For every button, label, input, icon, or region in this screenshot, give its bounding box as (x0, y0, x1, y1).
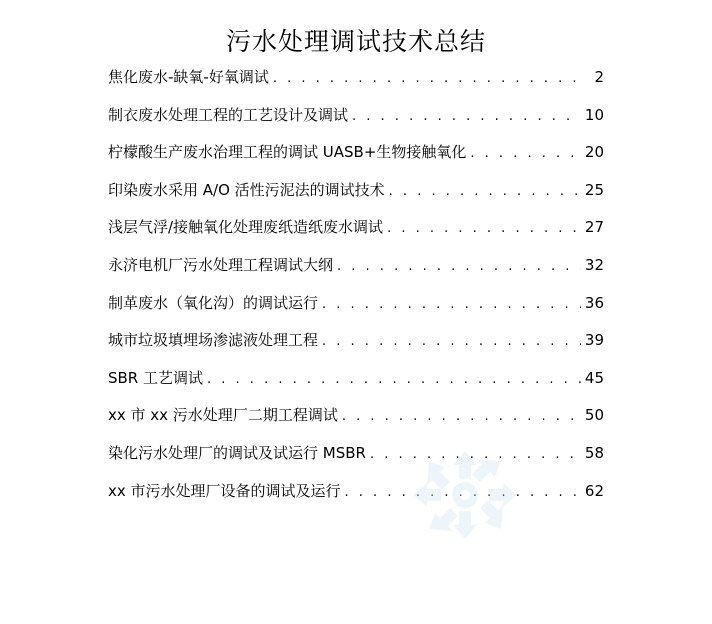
toc-entry-label: 永济电机厂污水处理工程调试大纲 (108, 255, 334, 274)
toc-entry-label: 染化污水处理厂的调试及试运行 MSBR (108, 443, 366, 462)
toc-page-number: 32 (584, 255, 604, 274)
toc-dot-leader (322, 291, 581, 319)
toc-entry[interactable] (108, 138, 604, 176)
toc-entry[interactable] (108, 364, 604, 402)
toc-entry[interactable] (108, 101, 604, 139)
toc-dot-leader (352, 103, 581, 131)
toc-dot-leader (389, 178, 581, 206)
toc-entry[interactable] (108, 213, 604, 251)
toc-page-number: 25 (584, 180, 604, 199)
toc-dot-leader (470, 140, 581, 168)
toc-entry-label: 焦化废水-缺氧-好氧调试 (108, 68, 269, 86)
toc-entry-label: 制革废水（氧化沟）的调试运行 (108, 293, 319, 312)
toc-entry-label: 浅层气浮/接触氧化处理废纸造纸废水调试 (108, 218, 384, 237)
toc-entry-label: 制衣废水处理工程的工艺设计及调试 (108, 105, 349, 124)
toc-page-number: 50 (584, 406, 604, 425)
snowflake-watermark-icon (405, 445, 525, 545)
toc-entry-label: SBR 工艺调试 (108, 368, 204, 387)
toc-page-number: 45 (584, 368, 604, 387)
toc-entry[interactable] (108, 289, 604, 327)
toc-dot-leader (337, 253, 581, 281)
toc-page-number: 20 (584, 143, 604, 162)
toc-entry-label: xx 市污水处理厂设备的调试及运行 (108, 481, 341, 500)
toc-dot-leader (207, 366, 581, 394)
toc-page-number: 36 (584, 293, 604, 312)
toc-entry-label: 柠檬酸生产废水治理工程的调试 UASB+生物接触氧化 (108, 143, 467, 162)
toc-dot-leader (342, 403, 581, 431)
toc-entry[interactable] (108, 251, 604, 289)
document-title: 污水处理调试技术总结 (225, 27, 486, 56)
toc-page-number: 2 (594, 68, 604, 86)
toc-entry[interactable] (108, 326, 604, 364)
toc-entry[interactable] (108, 176, 604, 214)
toc-entry-label: 印染废水采用 A/O 活性污泥法的调试技术 (108, 180, 385, 199)
toc-entry[interactable] (108, 401, 604, 439)
toc-entry-label: 城市垃圾填埋场渗滤液处理工程 (108, 331, 319, 350)
toc-entry[interactable] (108, 439, 604, 477)
toc-entry[interactable] (108, 477, 604, 515)
toc-page-number: 39 (584, 331, 604, 350)
toc-dot-leader (322, 328, 581, 356)
table-of-contents (108, 63, 604, 514)
toc-page-number: 27 (584, 218, 604, 237)
toc-page-number: 62 (584, 481, 604, 500)
toc-page-number: 10 (584, 105, 604, 124)
toc-entry-label: xx 市 xx 污水处理厂二期工程调试 (108, 406, 338, 425)
toc-page-number: 58 (584, 443, 604, 462)
toc-entry[interactable] (108, 63, 604, 101)
toc-dot-leader (387, 215, 581, 243)
toc-dot-leader (273, 65, 582, 93)
